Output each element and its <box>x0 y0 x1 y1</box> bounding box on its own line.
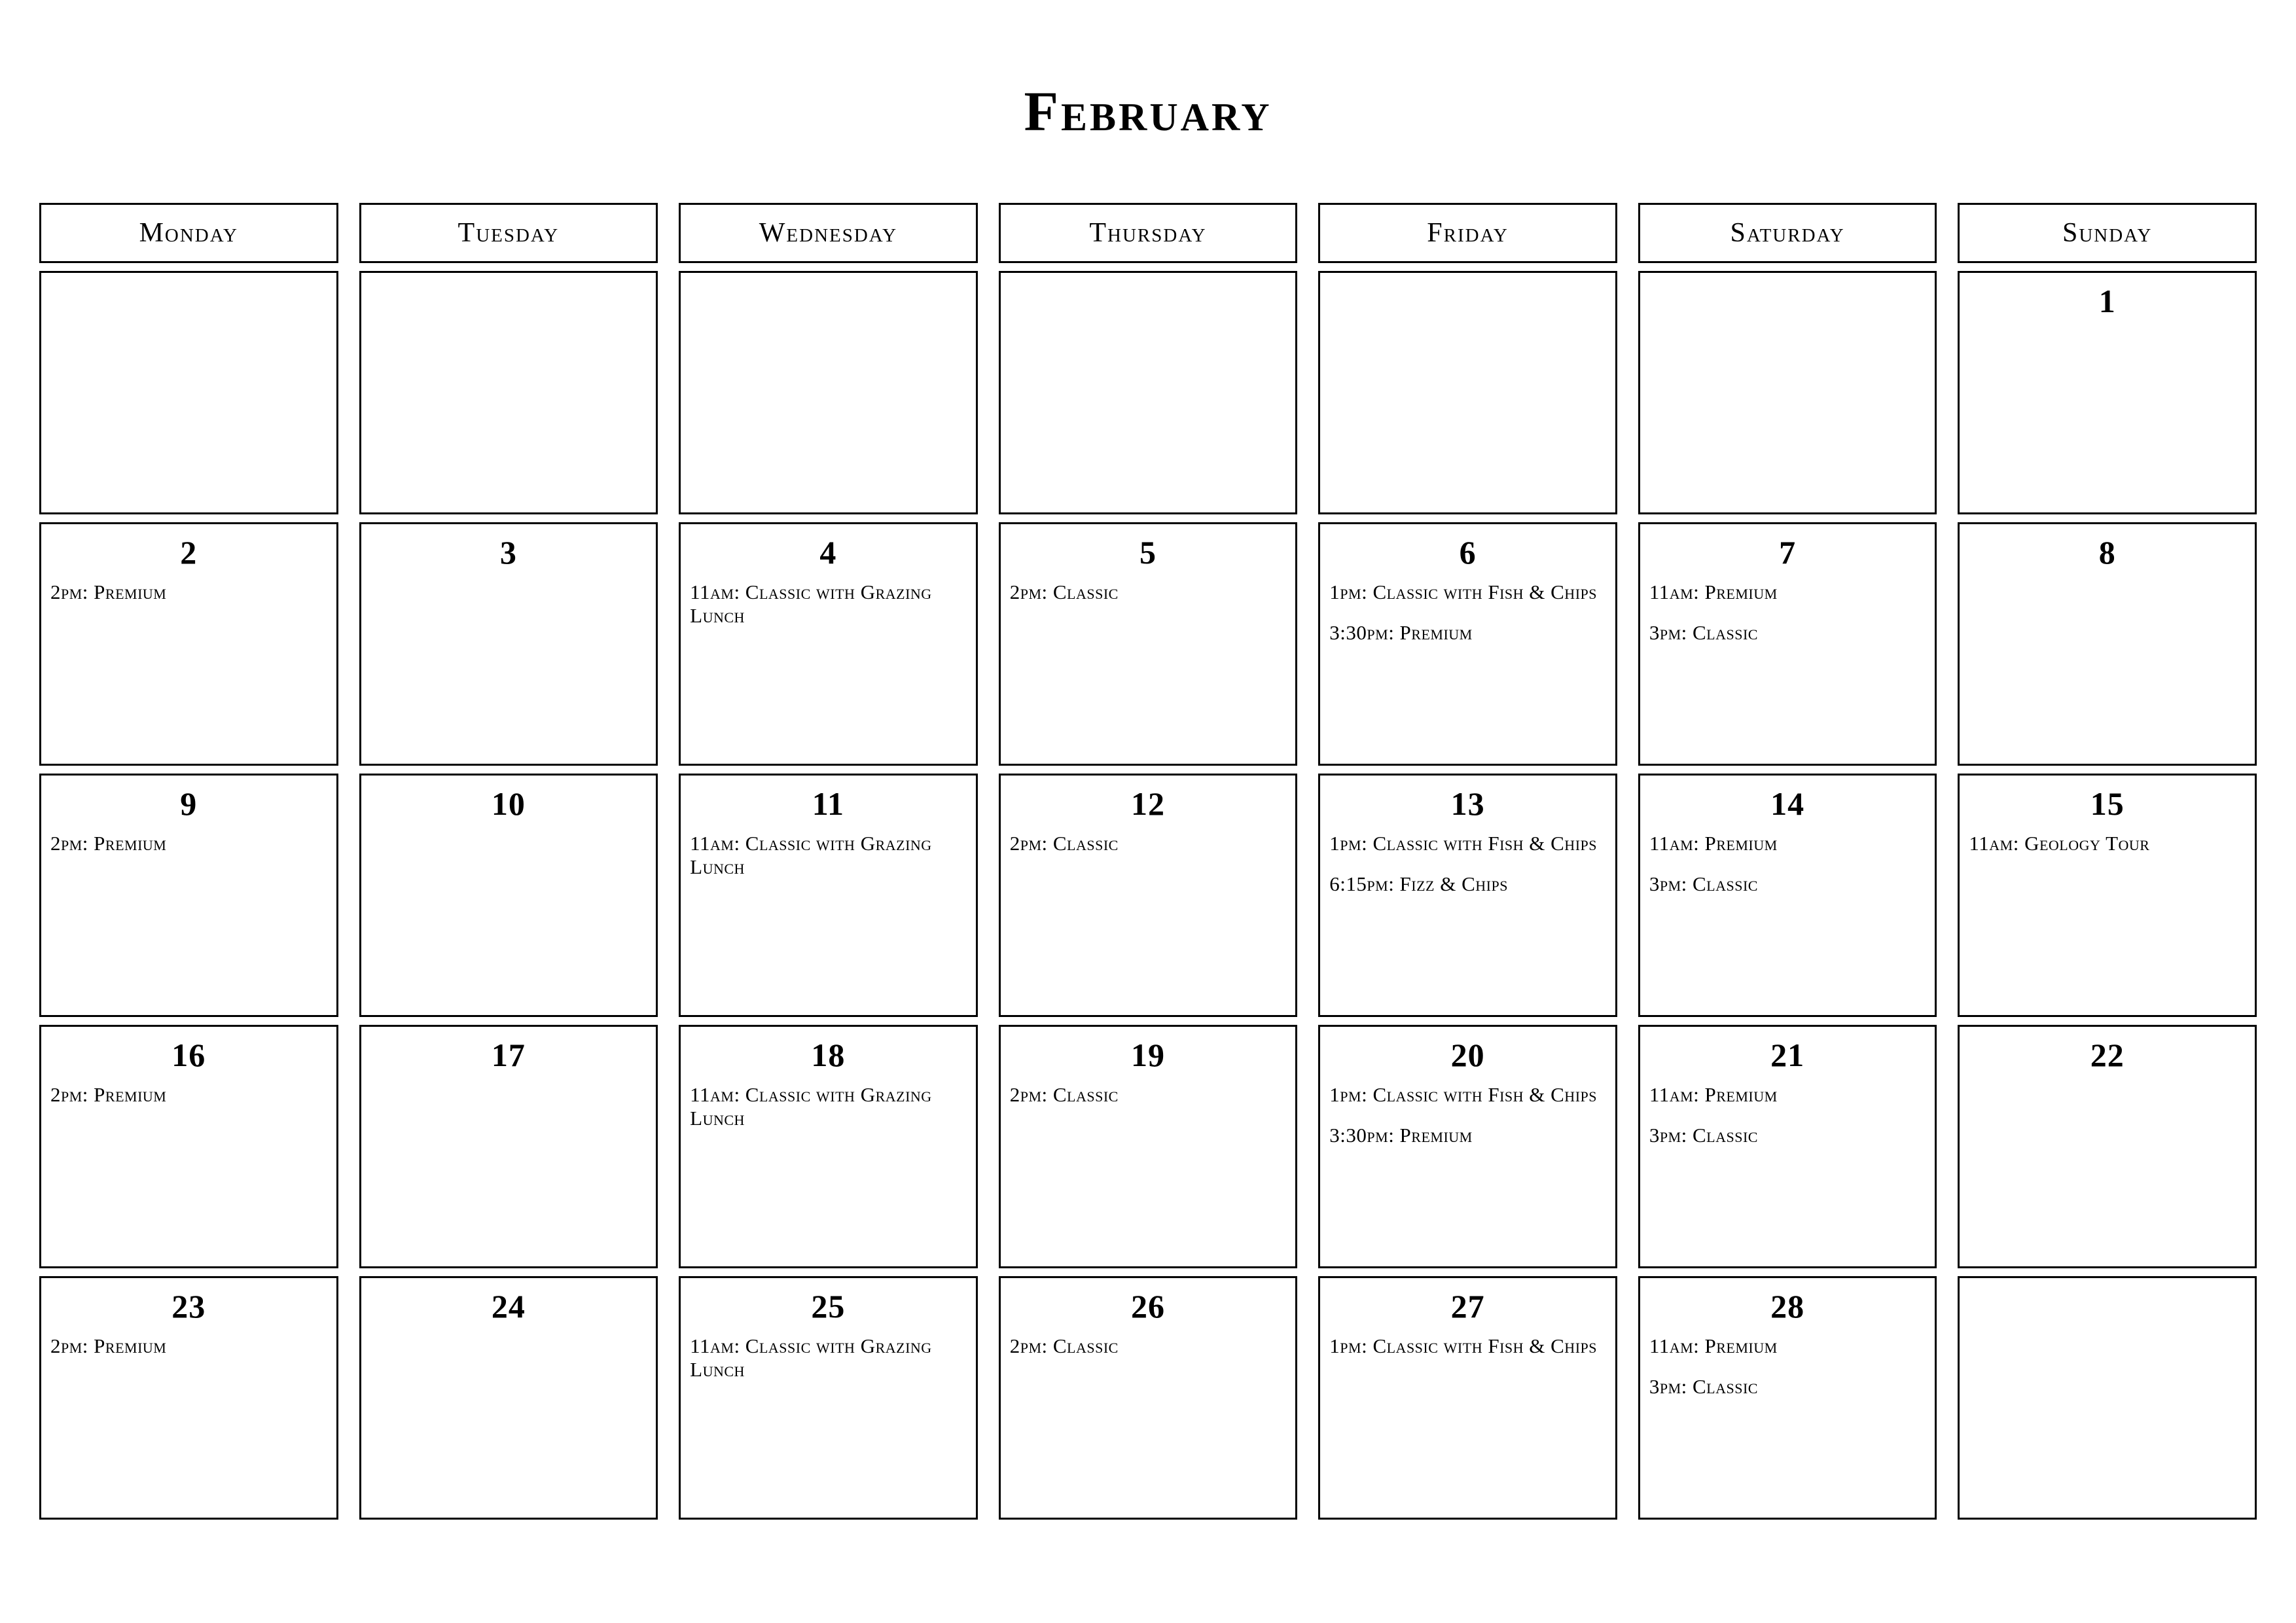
calendar-cell[interactable] <box>39 522 338 766</box>
calendar-cell[interactable] <box>39 1025 338 1268</box>
event-list <box>1001 1071 1296 1107</box>
day-number: 25 <box>811 1288 846 1325</box>
event-item[interactable]: 3:30pm: Premium <box>1329 620 1473 644</box>
page-title: February <box>1024 80 1272 143</box>
day-number: 23 <box>171 1288 206 1325</box>
event-item[interactable]: 2pm: Classic <box>1009 580 1119 603</box>
day-number: 18 <box>811 1037 846 1073</box>
day-number <box>1001 273 1296 285</box>
event-list <box>1640 1071 1935 1147</box>
calendar-cell[interactable] <box>999 522 1298 766</box>
weekday-header: Saturday <box>1638 203 1937 263</box>
calendar-cell-empty[interactable] <box>999 271 1298 514</box>
day-number <box>1640 273 1935 285</box>
day-number: 19 <box>1130 1037 1165 1073</box>
event-item[interactable]: 2pm: Premium <box>50 580 167 603</box>
event-list <box>1640 569 1935 644</box>
event-list <box>41 569 336 604</box>
event-list <box>1320 569 1615 644</box>
calendar-cell[interactable] <box>1958 522 2257 766</box>
event-list <box>41 1071 336 1107</box>
event-list <box>1320 1071 1615 1147</box>
day-number <box>41 273 336 285</box>
event-item[interactable]: 2pm: Premium <box>50 1083 167 1106</box>
event-list <box>1001 1323 1296 1358</box>
calendar-cell[interactable] <box>1958 774 2257 1017</box>
day-number: 26 <box>1130 1288 1165 1325</box>
event-list <box>41 820 336 855</box>
calendar-cell[interactable] <box>1318 522 1617 766</box>
weekday-header: Monday <box>39 203 338 263</box>
day-number: 12 <box>1130 785 1165 822</box>
day-number: 9 <box>180 785 198 822</box>
event-item[interactable]: 11am: Classic with Grazing Lunch <box>690 1083 932 1130</box>
event-item[interactable]: 1pm: Classic with Fish & Chips <box>1329 580 1597 603</box>
event-item[interactable]: 1pm: Classic with Fish & Chips <box>1329 1334 1597 1357</box>
event-item[interactable]: 3pm: Classic <box>1649 872 1758 895</box>
calendar-cell[interactable] <box>679 774 978 1017</box>
day-number <box>1960 1278 2255 1290</box>
event-list <box>1001 569 1296 604</box>
event-list <box>1640 820 1935 895</box>
event-item[interactable]: 3pm: Classic <box>1649 620 1758 644</box>
day-number: 17 <box>491 1037 526 1073</box>
day-number: 6 <box>1459 534 1477 571</box>
calendar-cell[interactable] <box>1318 774 1617 1017</box>
event-list <box>1640 1323 1935 1398</box>
day-number <box>1320 273 1615 285</box>
calendar-cell[interactable] <box>679 1276 978 1520</box>
day-number: 22 <box>2090 1037 2125 1073</box>
day-number: 21 <box>1770 1037 1805 1073</box>
event-item[interactable]: 11am: Classic with Grazing Lunch <box>690 580 932 627</box>
event-item[interactable]: 1pm: Classic with Fish & Chips <box>1329 832 1597 855</box>
day-number: 20 <box>1450 1037 1485 1073</box>
event-item[interactable]: 11am: Premium <box>1649 580 1778 603</box>
event-item[interactable]: 3pm: Classic <box>1649 1374 1758 1398</box>
day-number: 5 <box>1139 534 1157 571</box>
event-item[interactable]: 1pm: Classic with Fish & Chips <box>1329 1083 1597 1106</box>
calendar-cell[interactable] <box>1638 1276 1937 1520</box>
day-number: 14 <box>1770 785 1805 822</box>
event-item[interactable]: 11am: Premium <box>1649 1334 1778 1357</box>
event-item[interactable]: 11am: Premium <box>1649 1083 1778 1106</box>
event-item[interactable]: 11am: Premium <box>1649 832 1778 855</box>
event-item[interactable]: 11am: Classic with Grazing Lunch <box>690 832 932 878</box>
weekday-header: Thursday <box>999 203 1298 263</box>
event-list <box>681 820 976 878</box>
event-list <box>681 569 976 627</box>
event-item[interactable]: 2pm: Classic <box>1009 1083 1119 1106</box>
event-item[interactable]: 2pm: Classic <box>1009 832 1119 855</box>
event-list <box>1320 820 1615 895</box>
day-number: 4 <box>819 534 837 571</box>
calendar-cell[interactable] <box>359 1025 658 1268</box>
calendar-cell-empty[interactable] <box>679 271 978 514</box>
event-item[interactable]: 11am: Geology Tour <box>1969 832 2150 855</box>
calendar-cell[interactable] <box>679 1025 978 1268</box>
calendar-cell[interactable] <box>679 522 978 766</box>
day-number: 10 <box>491 785 526 822</box>
calendar-cell-empty[interactable] <box>1318 271 1617 514</box>
event-item[interactable]: 3:30pm: Premium <box>1329 1123 1473 1147</box>
day-number <box>681 273 976 285</box>
event-item[interactable]: 3pm: Classic <box>1649 1123 1758 1147</box>
event-list <box>681 1323 976 1381</box>
calendar-cell[interactable] <box>359 522 658 766</box>
day-number: 15 <box>2090 785 2125 822</box>
weekday-header: Sunday <box>1958 203 2257 263</box>
calendar-cell[interactable] <box>359 1276 658 1520</box>
calendar-cell[interactable] <box>1318 1276 1617 1520</box>
event-item[interactable]: 2pm: Classic <box>1009 1334 1119 1357</box>
calendar-cell[interactable] <box>1638 1025 1937 1268</box>
calendar-cell-empty[interactable] <box>359 271 658 514</box>
event-list <box>1960 820 2255 855</box>
event-item[interactable]: 11am: Classic with Grazing Lunch <box>690 1334 932 1381</box>
calendar-cell[interactable] <box>999 774 1298 1017</box>
day-number: 1 <box>2098 283 2116 319</box>
event-item[interactable]: 6:15pm: Fizz & Chips <box>1329 872 1508 895</box>
event-list <box>1320 1323 1615 1358</box>
calendar-cell-empty[interactable] <box>1958 1276 2257 1520</box>
event-list <box>681 1071 976 1130</box>
calendar-cell[interactable] <box>1318 1025 1617 1268</box>
day-number: 16 <box>171 1037 206 1073</box>
weekday-header: Wednesday <box>679 203 978 263</box>
event-item[interactable]: 2pm: Premium <box>50 1334 167 1357</box>
calendar-cell[interactable] <box>1638 522 1937 766</box>
event-list <box>41 1323 336 1358</box>
weekday-header: Friday <box>1318 203 1617 263</box>
calendar-cell[interactable] <box>1638 774 1937 1017</box>
calendar-cell[interactable] <box>1958 271 2257 514</box>
calendar-grid <box>33 203 2263 1527</box>
day-number: 13 <box>1450 785 1485 822</box>
weekday-header: Tuesday <box>359 203 658 263</box>
calendar-cell[interactable] <box>359 774 658 1017</box>
calendar-cell[interactable] <box>999 1025 1298 1268</box>
day-number: 11 <box>812 785 845 822</box>
day-number: 2 <box>180 534 198 571</box>
calendar-cell[interactable] <box>1958 1025 2257 1268</box>
day-number: 28 <box>1770 1288 1805 1325</box>
day-number: 3 <box>499 534 517 571</box>
calendar-cell[interactable] <box>39 1276 338 1520</box>
day-number: 27 <box>1450 1288 1485 1325</box>
calendar-cell[interactable] <box>999 1276 1298 1520</box>
day-number: 8 <box>2098 534 2116 571</box>
day-number <box>361 273 656 285</box>
calendar-cell[interactable] <box>39 774 338 1017</box>
calendar-cell-empty[interactable] <box>39 271 338 514</box>
calendar-cell-empty[interactable] <box>1638 271 1937 514</box>
event-list <box>1001 820 1296 855</box>
day-number: 24 <box>491 1288 526 1325</box>
event-item[interactable]: 2pm: Premium <box>50 832 167 855</box>
day-number: 7 <box>1779 534 1797 571</box>
